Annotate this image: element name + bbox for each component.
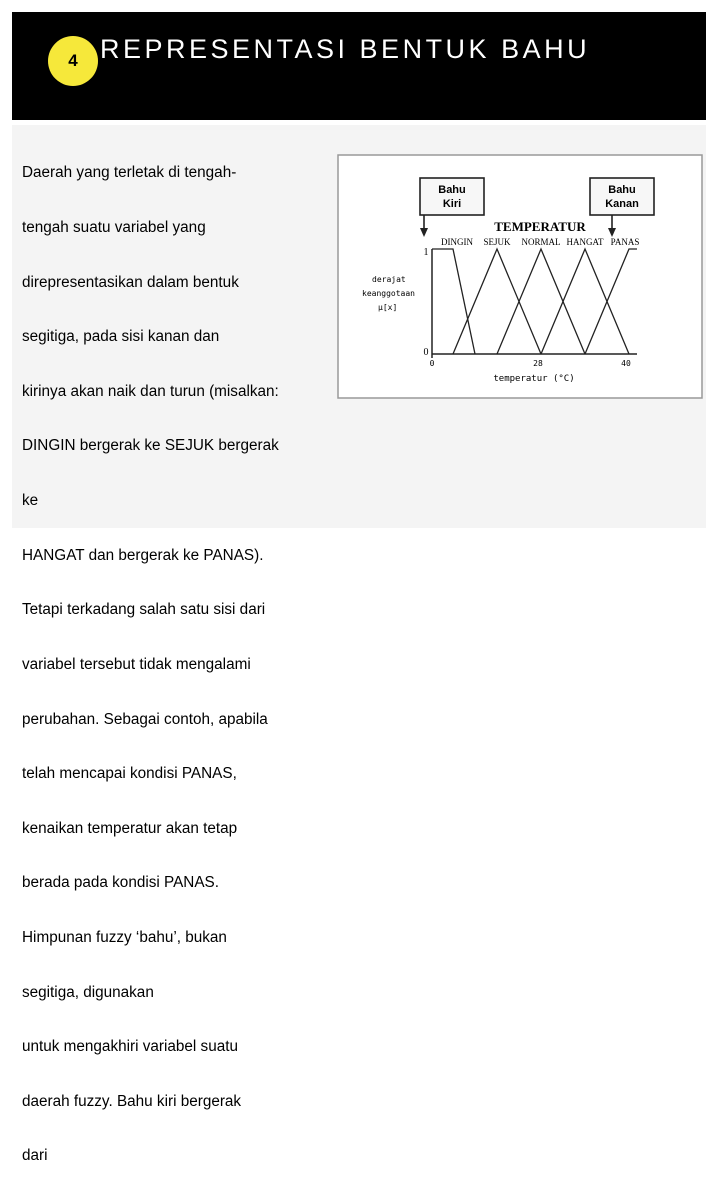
set-label-normal: NORMAL [521, 237, 561, 247]
body-line: berada pada kondisi PANAS. [22, 874, 219, 892]
x-tick-40: 40 [621, 359, 631, 368]
set-label-hangat: HANGAT [566, 237, 604, 247]
slide-number-badge: 4 [48, 36, 98, 86]
body-line: Tetapi terkadang salah satu sisi dari [22, 601, 266, 619]
callout-right-line2: Kanan [605, 198, 639, 210]
set-label-panas: PANAS [610, 237, 640, 247]
body-line: segitiga, pada sisi kanan dan [22, 328, 220, 346]
body-line: dari [22, 1147, 48, 1165]
set-label-sejuk: SEJUK [483, 237, 511, 247]
callout-right-line1: Bahu [608, 184, 636, 196]
title-bar [12, 12, 706, 120]
body-line: Himpunan fuzzy ‘bahu’, bukan [22, 928, 227, 946]
y-tick-0: 0 [423, 347, 429, 358]
body-line: variabel tersebut tidak mengalami [22, 655, 251, 673]
callout-left-line1: Bahu [438, 184, 466, 196]
body-line: untuk mengakhiri variabel suatu [22, 1038, 238, 1056]
x-tick-0: 0 [429, 359, 435, 368]
body-line: kirinya akan naik dan turun (misalkan: [22, 382, 279, 400]
y-axis-label-2: keanggotaan [362, 289, 415, 298]
y-axis-label-1: derajat [372, 275, 406, 284]
body-line: daerah fuzzy. Bahu kiri bergerak [22, 1092, 242, 1110]
body-line: telah mencapai kondisi PANAS, [22, 765, 237, 783]
body-line: kenaikan temperatur akan tetap [22, 819, 238, 837]
x-axis-label: temperatur (°C) [493, 374, 575, 384]
slide-title: REPRESENTASI BENTUK BAHU [100, 34, 591, 64]
y-tick-1: 1 [423, 247, 429, 258]
y-axis-label-3: µ[x] [378, 303, 398, 312]
body-line: HANGAT dan bergerak ke PANAS). [22, 546, 264, 564]
body-line: DINGIN bergerak ke SEJUK bergerak [22, 437, 279, 455]
set-label-dingin: DINGIN [441, 237, 473, 247]
callout-left-line2: Kiri [442, 198, 462, 210]
body-line: Daerah yang terletak di tengah- [22, 164, 237, 182]
x-tick-28: 28 [533, 359, 543, 368]
body-line: segitiga, digunakan [22, 983, 154, 1001]
body-line: tengah suatu variabel yang [22, 219, 206, 237]
body-line: ke [22, 492, 39, 510]
diagram-svg [330, 151, 708, 401]
body-line: direpresentasikan dalam bentuk [22, 273, 239, 291]
shoulder-membership-diagram [330, 151, 708, 401]
diagram-title: TEMPERATUR [494, 219, 586, 234]
body-text [22, 128, 354, 1184]
body-line: perubahan. Sebagai contoh, apabila [22, 710, 268, 728]
